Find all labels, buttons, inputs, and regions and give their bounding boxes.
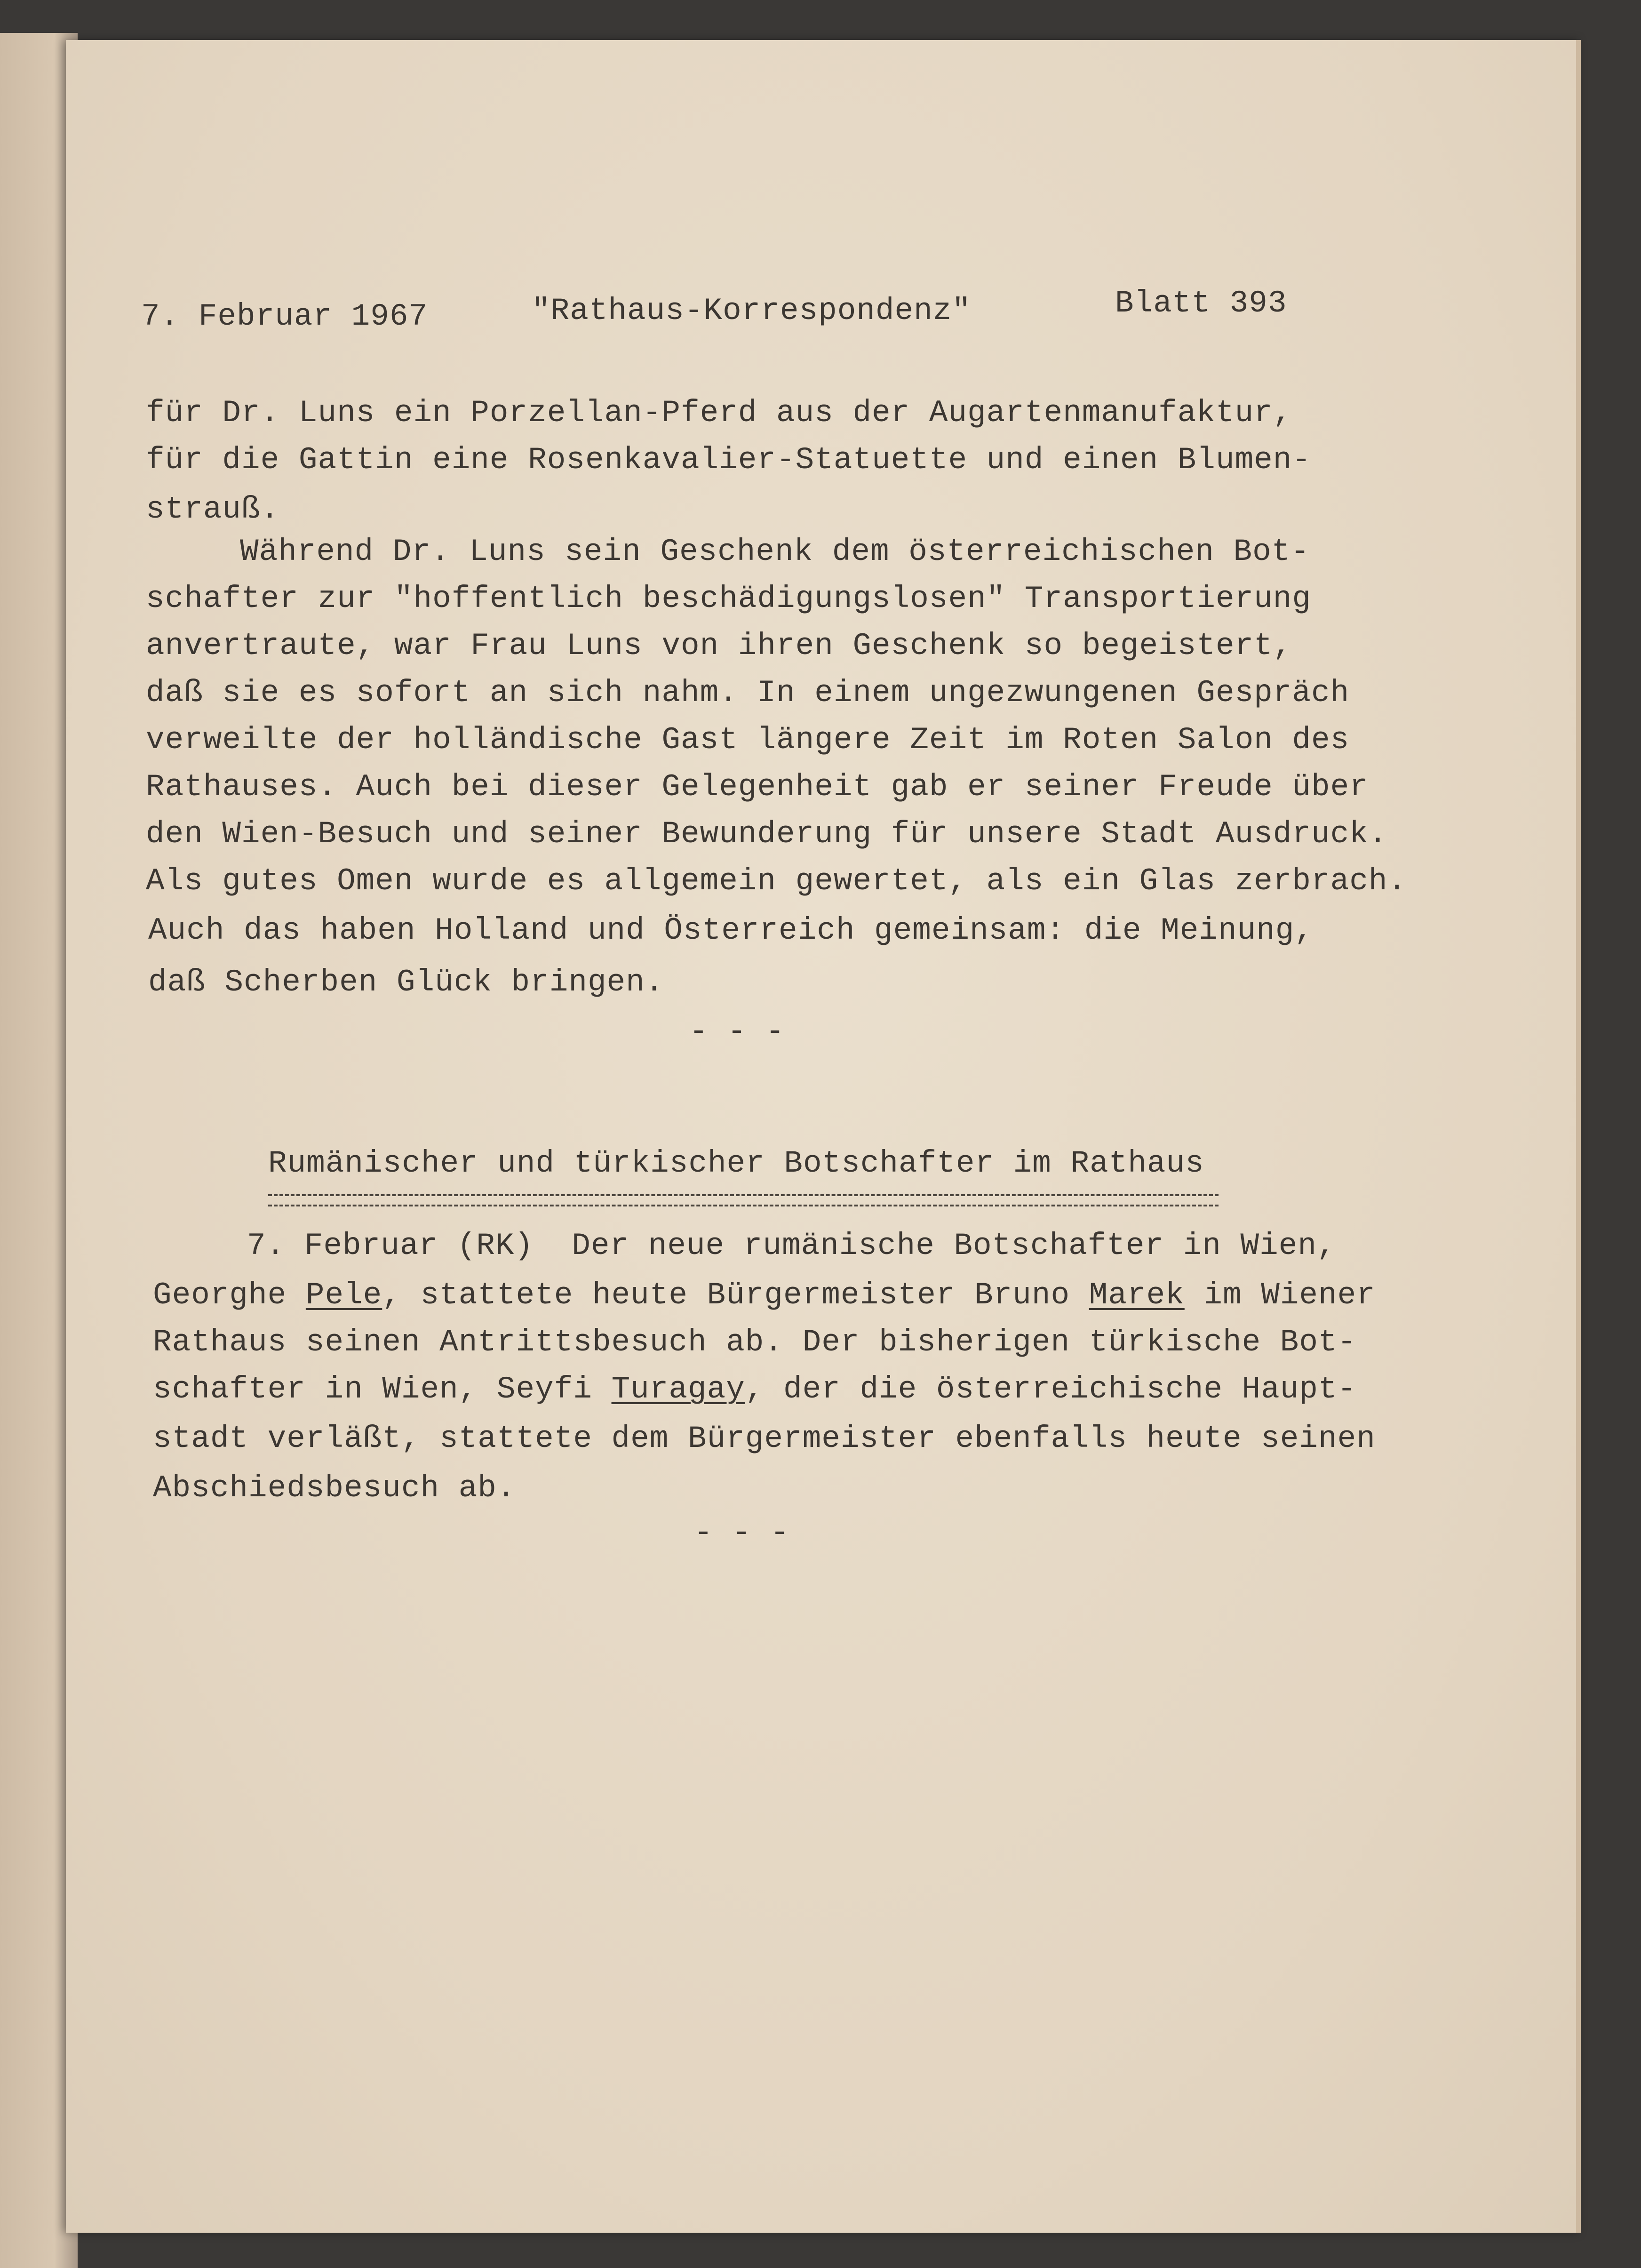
text-line: für die Gattin eine Rosenkavalier-Statuette und einen Blumen- — [146, 442, 1311, 478]
text-line: daß sie es sofort an sich nahm. In einem ungezwungenen Gespräch — [146, 675, 1350, 711]
text-line: 7. Februar (RK) Der neue rumänische Botschafter in Wien, — [247, 1228, 1336, 1263]
text-fragment: im Wiener — [1184, 1278, 1376, 1313]
text-line: anvertraute, war Frau Luns von ihren Geschenk so begeistert, — [146, 628, 1292, 663]
text-line: Während Dr. Luns sein Geschenk dem österreichischen Bot- — [240, 534, 1310, 569]
heading-double-underline — [268, 1194, 1219, 1206]
text-line: strauß. — [146, 492, 280, 527]
header-sheet-number: Blatt 393 — [1115, 286, 1287, 321]
text-line: den Wien-Besuch und seiner Bewunderung für unsere Stadt Ausdruck. — [146, 816, 1388, 852]
text-line — [153, 1280, 1376, 1311]
header-date: 7. Februar 1967 — [141, 299, 428, 334]
name-turagay: Turagay — [611, 1372, 745, 1407]
text-fragment: , der die österreichische Haupt- — [745, 1372, 1357, 1407]
text-line — [153, 1374, 1356, 1405]
text-fragment: Georghe — [153, 1278, 306, 1313]
text-line: Rathaus seinen Antrittsbesuch ab. Der bisherigen türkische Bot- — [153, 1325, 1357, 1360]
text-line: für Dr. Luns ein Porzellan-Pferd aus der Augartenmanufaktur, — [146, 395, 1292, 431]
text-line: schafter zur "hoffentlich beschädigungslosen" Transportierung — [146, 581, 1311, 616]
section-separator: - - - — [689, 1014, 785, 1049]
header-publication: "Rathaus-Korrespondenz" — [532, 293, 971, 328]
name-marek: Marek — [1089, 1278, 1185, 1313]
text-line: Als gutes Omen wurde es allgemein gewertet, als ein Glas zerbrach. — [146, 863, 1407, 899]
text-line: daß Scherben Glück bringen. — [148, 965, 664, 1000]
text-line: Rathauses. Auch bei dieser Gelegenheit gab er seiner Freude über — [146, 769, 1369, 805]
name-pele: Pele — [305, 1278, 382, 1313]
text-fragment: , stattete heute Bürgermeister Bruno — [382, 1278, 1089, 1313]
section-heading: Rumänischer und türkischer Botschafter im Rathaus — [268, 1146, 1204, 1181]
section-separator: - - - — [694, 1515, 790, 1550]
document-page — [66, 40, 1581, 2233]
text-line: stadt verläßt, stattete dem Bürgermeister ebenfalls heute seinen — [153, 1421, 1376, 1456]
text-line: verweilte der holländische Gast längere Zeit im Roten Salon des — [146, 722, 1350, 758]
text-fragment: schafter in Wien, Seyfi — [153, 1372, 612, 1407]
text-line: Abschiedsbesuch ab. — [153, 1470, 516, 1506]
text-line: Auch das haben Holland und Österreich gemeinsam: die Meinung, — [148, 913, 1314, 948]
